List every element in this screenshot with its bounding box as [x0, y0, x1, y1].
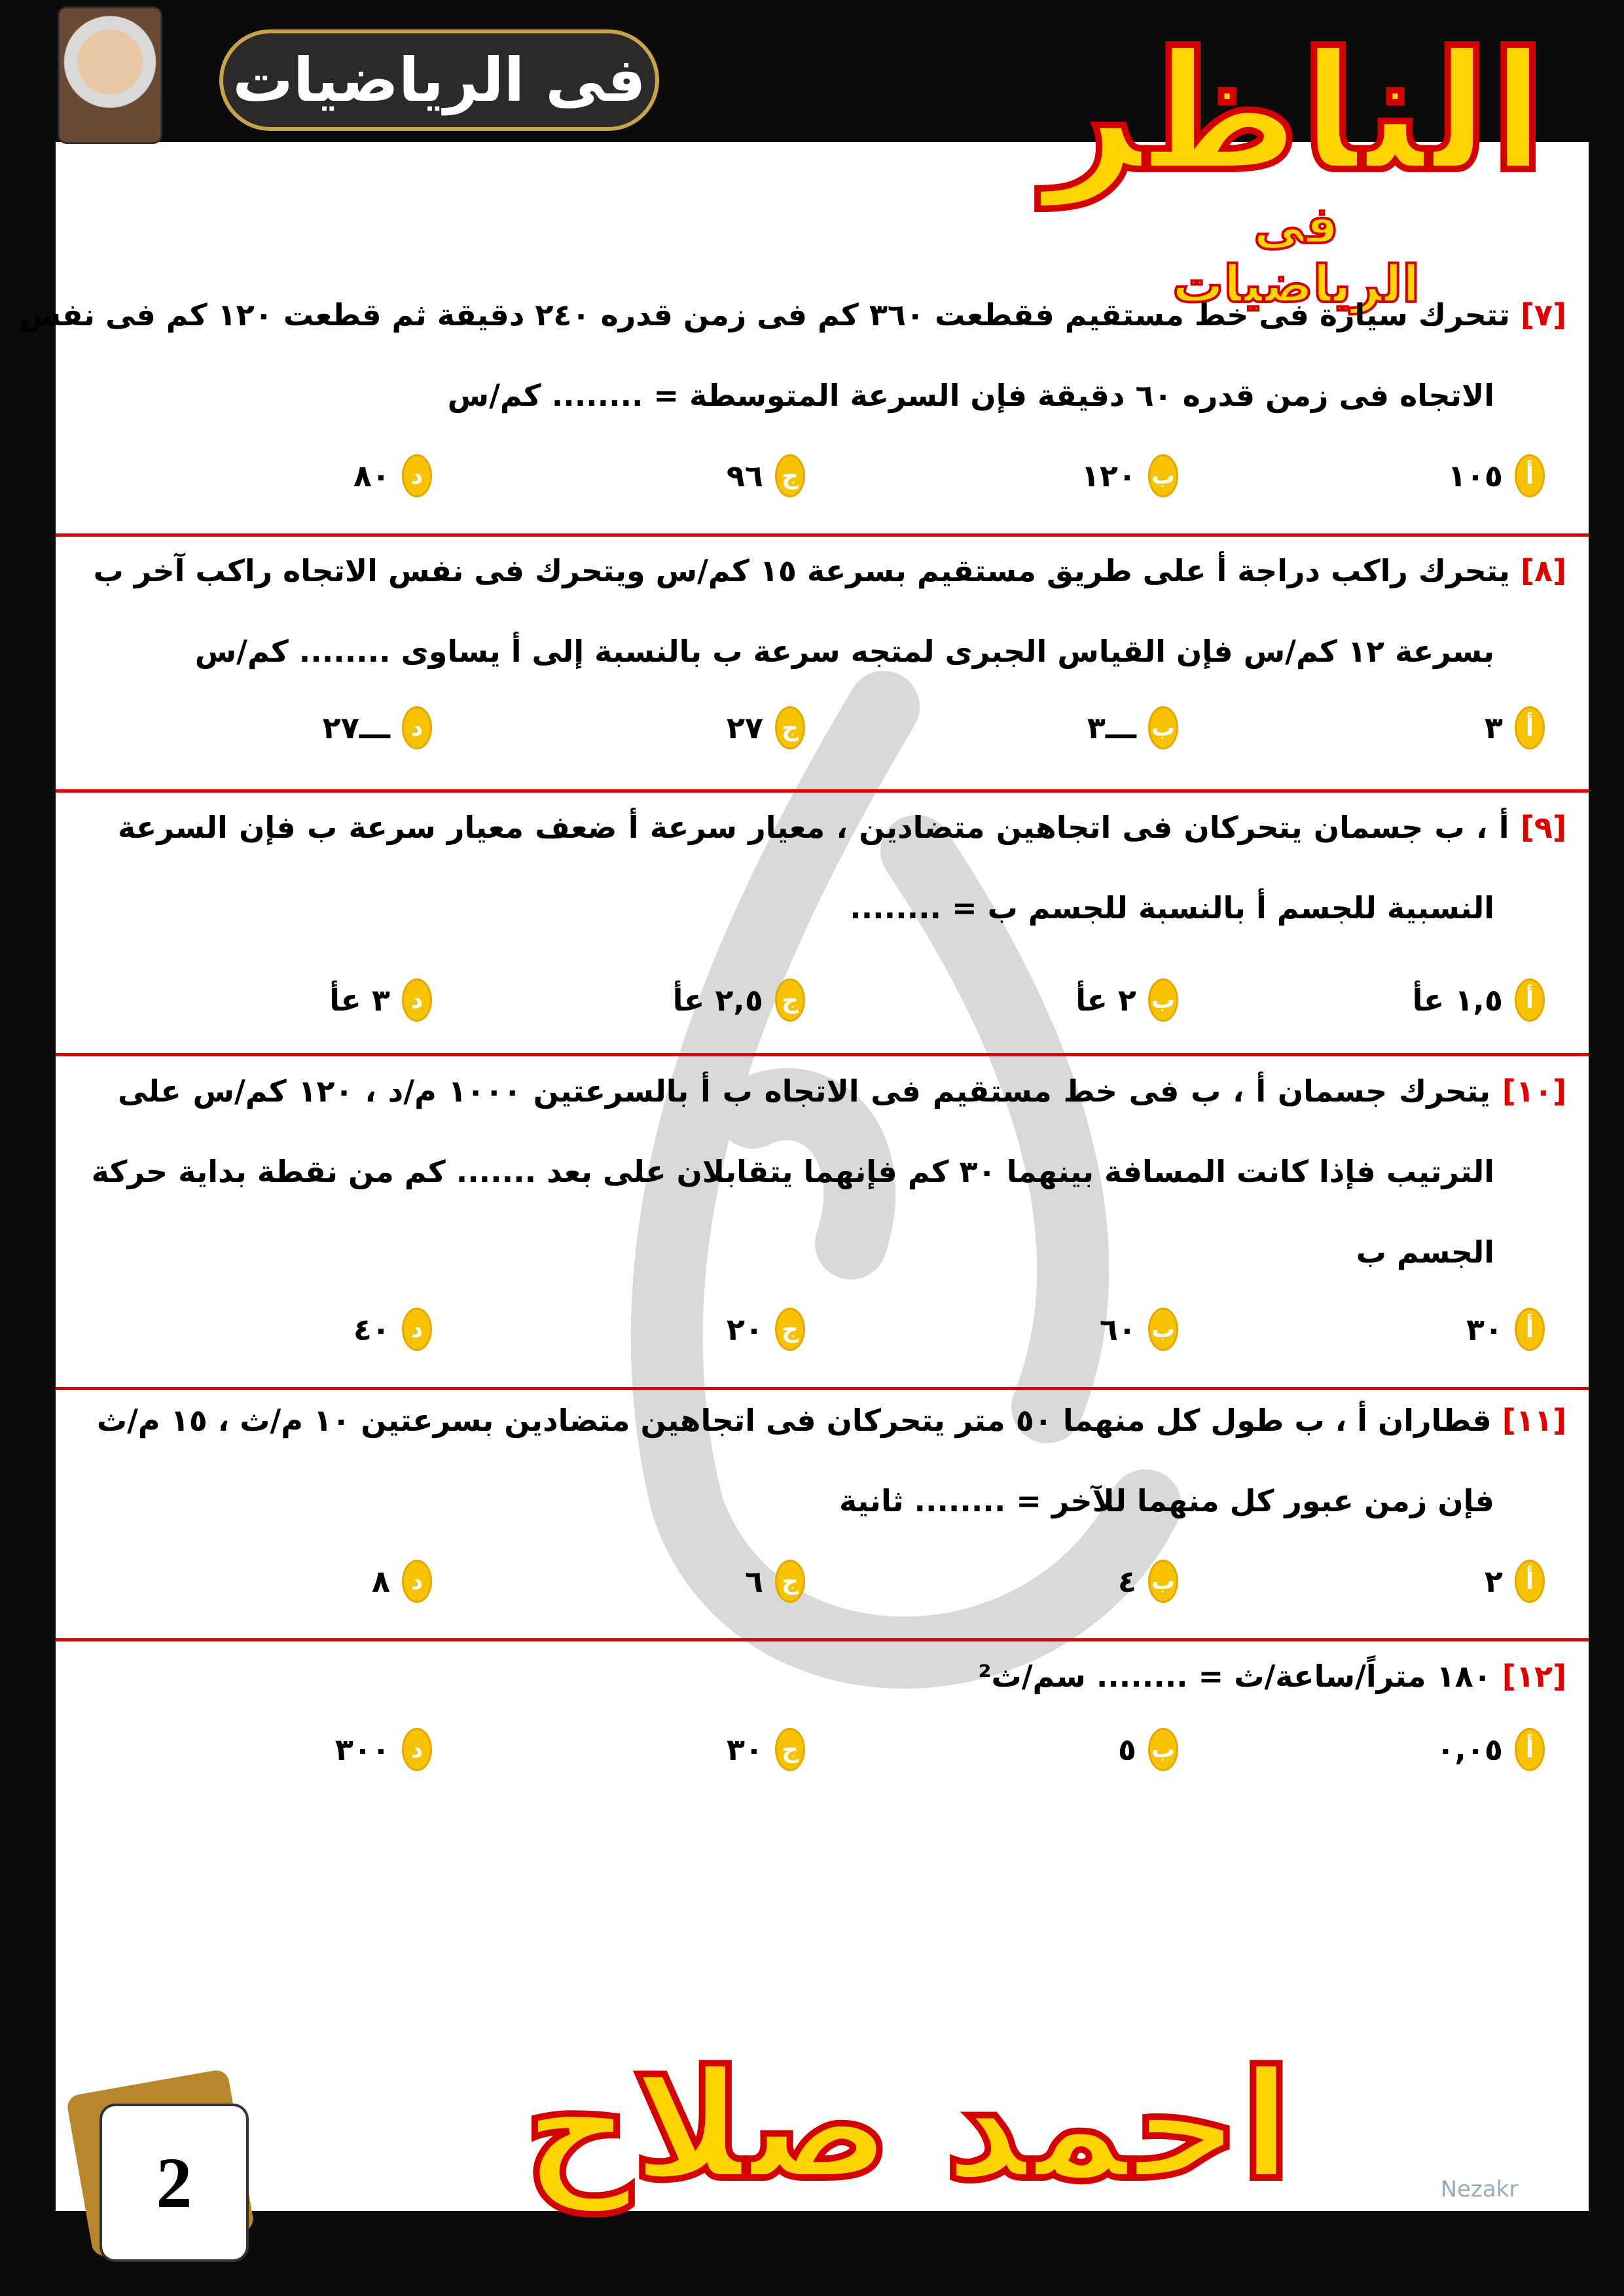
option-value: ٣٠٠	[334, 1732, 390, 1767]
option-letter-badge: ج	[775, 1308, 805, 1351]
question-divider	[56, 789, 1589, 793]
option-letter-badge: ج	[775, 454, 805, 497]
answer-option[interactable]	[727, 1306, 805, 1352]
question-number: [٧]	[1520, 297, 1566, 332]
question-number: [٨]	[1520, 553, 1566, 588]
question-line	[118, 1051, 1566, 1132]
option-letter-badge: ب	[1148, 1728, 1178, 1771]
option-value: ٩٦	[726, 458, 763, 493]
question-divider	[56, 1387, 1589, 1390]
answer-option[interactable]	[1448, 453, 1545, 499]
answer-option[interactable]	[1100, 1306, 1178, 1352]
answer-option[interactable]	[1466, 1306, 1545, 1352]
option-letter-badge: أ	[1515, 1728, 1545, 1771]
author-name: احمد صلاح	[523, 2039, 1292, 2214]
question-8	[93, 531, 1566, 692]
answer-option[interactable]	[1118, 1558, 1178, 1604]
answer-option[interactable]	[372, 1558, 432, 1604]
option-letter-badge: د	[402, 978, 432, 1022]
option-value: ١٠٥	[1447, 458, 1503, 493]
option-letter-badge: أ	[1515, 1308, 1545, 1351]
question-text: الترتيب فإذا كانت المسافة بينهما ٣٠ كم فإنهما يتقابلان على بعد ....... كم من نقطة بداية حركة	[91, 1154, 1494, 1189]
option-value: ٠,٠٥	[1436, 1732, 1503, 1767]
question-line	[91, 1132, 1566, 1212]
question-text: بسرعة ١٢ كم/س فإن القياس الجبرى لمتجه سرعة ب بالنسبة إلى أ يساوى ........ كم/س	[194, 634, 1494, 669]
option-letter-badge: ج	[775, 1728, 805, 1771]
question-10	[91, 1051, 1567, 1293]
question-divider	[56, 533, 1589, 537]
option-letter-badge: ج	[775, 1560, 805, 1603]
option-value: ٢٧	[726, 710, 763, 745]
option-value: ٢ عأ	[1075, 982, 1136, 1018]
question-line	[93, 531, 1566, 611]
question-number: [١٠]	[1502, 1073, 1567, 1109]
answer-option[interactable]	[335, 1727, 432, 1772]
option-letter-badge: أ	[1515, 454, 1545, 497]
question-11	[96, 1380, 1566, 1541]
answer-option[interactable]	[1485, 705, 1545, 751]
question-divider	[56, 1638, 1589, 1641]
answer-option[interactable]	[323, 705, 432, 751]
option-letter-badge: د	[402, 454, 432, 497]
answer-option[interactable]	[353, 453, 432, 499]
option-value: ١,٥ عأ	[1412, 982, 1503, 1018]
question-line	[118, 1212, 1566, 1293]
option-value: ٣٠	[1466, 1312, 1503, 1347]
answer-option[interactable]	[1087, 705, 1178, 751]
question-number: [٩]	[1520, 810, 1567, 845]
question-12	[118, 1636, 1566, 1717]
brand-logo-title: الناظر	[1044, 17, 1546, 207]
answer-option[interactable]	[353, 1306, 432, 1352]
question-text: يتحرك جسمان أ ، ب فى خط مستقيم فى الاتجاه ب أ بالسرعتين ١٠٠٠ م/د ، ١٢٠ كم/س على	[118, 1073, 1491, 1109]
question-number: [١٢]	[1502, 1659, 1566, 1694]
question-text: الجسم ب	[1356, 1234, 1494, 1270]
option-value: ٢	[1484, 1564, 1503, 1599]
answer-option[interactable]	[329, 977, 432, 1023]
question-line	[118, 1461, 1566, 1541]
question-line	[118, 787, 1566, 868]
option-letter-badge: د	[402, 1560, 432, 1603]
option-value: ٣	[1484, 710, 1503, 745]
option-letter-badge: أ	[1515, 1560, 1545, 1603]
option-letter-badge: ب	[1148, 1308, 1178, 1351]
option-value: ٨	[371, 1564, 390, 1599]
option-letter-badge: ب	[1148, 706, 1178, 749]
option-value: ٨٠	[353, 458, 390, 493]
answer-option[interactable]	[1413, 977, 1545, 1023]
question-7	[19, 275, 1566, 436]
option-value: ٢,٥ عأ	[672, 982, 763, 1018]
question-text: النسبية للجسم أ بالنسبة للجسم ب = ........	[850, 890, 1494, 925]
question-text: الاتجاه فى زمن قدره ٦٠ دقيقة فإن السرعة المتوسطة = ........ كم/س	[447, 378, 1494, 413]
answer-option[interactable]	[1075, 977, 1178, 1023]
option-letter-badge: د	[402, 706, 432, 749]
option-letter-badge: د	[402, 1728, 432, 1771]
question-text: أ ، ب جسمان يتحركان فى اتجاهين متضادين ، معيار سرعة أ ضعف معيار سرعة ب فإن السرعة	[118, 810, 1509, 845]
site-logo: Nezakr	[1440, 2176, 1519, 2202]
question-text: يتحرك راكب دراجة أ على طريق مستقيم بسرعة ١٥ كم/س ويتحرك فى نفس الاتجاه راكب آخر ب	[93, 553, 1510, 588]
option-value: ١٢٠	[1081, 458, 1136, 493]
einstein-portrait	[58, 7, 162, 144]
question-line	[118, 868, 1566, 948]
answer-option[interactable]	[727, 1727, 805, 1772]
option-value: ٣٠	[726, 1732, 763, 1767]
question-text: ١٨٠ متراً/ساعة/ث = ........ سم/ث²	[978, 1659, 1492, 1694]
question-line	[118, 355, 1566, 436]
option-value: ٢٠	[726, 1312, 763, 1347]
option-value: ٣ عأ	[329, 982, 390, 1018]
answer-option[interactable]	[727, 705, 805, 751]
answer-option[interactable]	[727, 453, 805, 499]
subject-pill: فى الرياضيات	[219, 29, 659, 131]
option-letter-badge: ب	[1148, 1560, 1178, 1603]
answer-option[interactable]	[673, 977, 805, 1023]
brand-logo-subtitle: فى الرياضيات	[1172, 196, 1420, 314]
page-number: 2	[99, 2104, 249, 2262]
question-9	[118, 787, 1566, 948]
question-line	[118, 611, 1566, 692]
question-line	[118, 1636, 1566, 1717]
option-letter-badge: ب	[1148, 978, 1178, 1022]
answer-option[interactable]	[1081, 453, 1178, 499]
question-text: فإن زمن عبور كل منهما للآخر = ........ ثانية	[839, 1483, 1494, 1518]
option-value: ٥	[1117, 1732, 1136, 1767]
option-letter-badge: ج	[775, 978, 805, 1022]
option-letter-badge: أ	[1515, 978, 1545, 1022]
option-letter-badge: د	[402, 1308, 432, 1351]
option-value: ٦٠	[1099, 1312, 1136, 1347]
question-line	[96, 1380, 1566, 1461]
answer-option[interactable]	[745, 1558, 805, 1604]
option-value: ٤٠	[353, 1312, 390, 1347]
option-letter-badge: ج	[775, 706, 805, 749]
question-divider	[56, 1053, 1589, 1056]
option-value: ٦	[744, 1564, 763, 1599]
question-text: قطاران أ ، ب طول كل منهما ٥٠ متر يتحركان فى اتجاهين متضادين بسرعتين ١٠ م/ث ، ١٥ م/ث	[96, 1403, 1492, 1438]
question-line	[19, 275, 1566, 355]
option-value: ـــ٣	[1087, 710, 1136, 745]
answer-option[interactable]	[1436, 1727, 1545, 1772]
option-value: ـــ٢٧	[322, 710, 390, 745]
option-letter-badge: ب	[1148, 454, 1178, 497]
question-number: [١١]	[1502, 1403, 1566, 1438]
question-text: تتحرك سيارة فى خط مستقيم فقطعت ٣٦٠ كم فى زمن قدره ٢٤٠ دقيقة ثم قطعت ١٢٠ كم فى نفس	[19, 297, 1510, 332]
answer-option[interactable]	[1118, 1727, 1178, 1772]
answer-option[interactable]	[1485, 1558, 1545, 1604]
option-value: ٤	[1117, 1564, 1136, 1599]
option-letter-badge: أ	[1515, 706, 1545, 749]
